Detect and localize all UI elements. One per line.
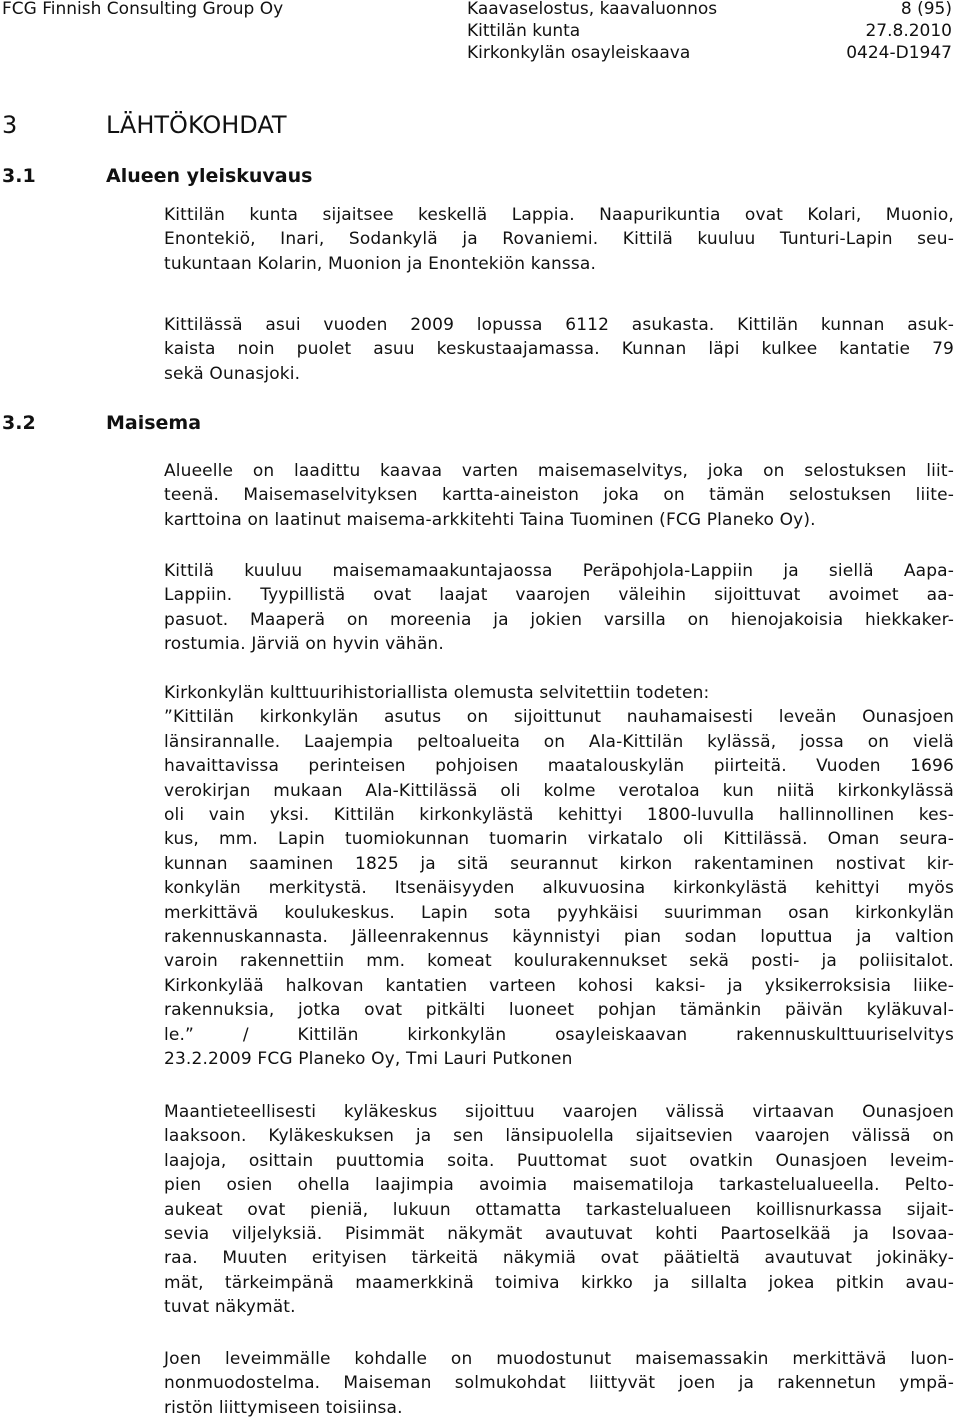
section-number: 3 xyxy=(2,111,18,139)
section-title: Maisema xyxy=(106,412,202,434)
text-line: rakennuskannasta. Jälleenrakennus käynnistyi pian sodan loputtua ja valtion xyxy=(164,927,954,948)
municipality: Kittilän kunta xyxy=(467,21,581,41)
text-line: ”Kittilän kirkonkylän asutus on sijoittunut nauhamaisesti leveän Ounasjoen xyxy=(164,707,954,728)
text-line: Lappiin. Tyypillistä ovat laajat vaarojen väleihin sijoittuvat avoimet aa- xyxy=(164,585,954,606)
text-line: kaista noin puolet asuu keskustaajamassa. Kunnan läpi kulkee kantatie 79 xyxy=(164,339,954,360)
text-line: raa. Muuten erityisen tärkeitä näkymiä ovat päätieltä avautuvat jokinäky- xyxy=(164,1248,954,1269)
text-line: Joen leveimmälle kohdalle on muodostunut maisemassakin merkittävä luon- xyxy=(164,1349,954,1369)
text-line: karttoina on laatinut maisema-arkkitehti Taina Tuominen (FCG Planeko Oy). xyxy=(164,509,816,530)
paragraph-river-formation xyxy=(164,1347,954,1420)
text-line: Kirkonkylän kulttuurihistoriallista olemusta selvitettiin todeten: xyxy=(164,683,710,703)
text-line: tukuntaan Kolarin, Muonion ja Enontekiön kanssa. xyxy=(164,253,597,274)
text-line: kus, mm. Lapin tuomiokunnan tuomarin virkatalo oli Kittilässä. Oman seura- xyxy=(164,829,954,850)
text-line: sekä Ounasjoki. xyxy=(164,363,301,384)
section-number: 3.1 xyxy=(2,165,36,187)
paragraph-landscape-province xyxy=(164,559,954,657)
section-number: 3.2 xyxy=(2,412,36,434)
text-line: le.” / Kittilän kirkonkylän osayleiskaavan rakennuskulttuuriselvitys xyxy=(164,1024,954,1045)
text-line: kunnan saaminen 1825 ja sitä seurannut kirkon rakentaminen nostivat kir- xyxy=(164,853,954,874)
text-line: Kittilä kuuluu maisemamaakuntajaossa Peräpohjola-Lappiin ja siellä Aapa- xyxy=(164,561,954,581)
document-date: 27.8.2010 xyxy=(865,21,952,41)
text-line: pasuot. Maaperä on moreenia ja jokien varsilla on hienojakoisia hiekkaker- xyxy=(164,609,954,630)
page-header xyxy=(0,0,960,68)
text-line: Maantieteellisesti kyläkeskus sijoittuu vaarojen välissä virtaavan Ounasjoen xyxy=(164,1102,954,1122)
section-title: LÄHTÖKOHDAT xyxy=(106,111,287,139)
text-line: sevia viljelyksiä. Pisimmät näkymät avautuvat kohti Paartoselkää ja Isovaa- xyxy=(164,1224,954,1245)
text-line: oli vain yksi. Kittilän kirkonkylästä kehittyi 1800-luvulla hallinnollinen kes- xyxy=(164,805,954,826)
text-line: ristön liittymiseen toisiinsa. xyxy=(164,1397,403,1418)
text-line: verokirjan mukaan Ala-Kittilässä oli kolme verotaloa kun niitä kirkonkylässä xyxy=(164,780,954,801)
paragraph-geography xyxy=(164,1100,954,1320)
paragraph-location xyxy=(164,203,954,276)
text-line: rakennuksia, jotka ovat pitkälti luoneet pohjan tämänkin päivän kyläkuval- xyxy=(164,1000,954,1021)
document-number: 0424-D1947 xyxy=(846,43,952,63)
text-line: Alueelle on laadittu kaavaa varten maisemaselvitys, joka on selostuksen liit- xyxy=(164,461,954,481)
text-line: Enontekiö, Inari, Sodankylä ja Rovaniemi. Kittilä kuuluu Tunturi-Lapin seu- xyxy=(164,229,954,250)
text-line: nonmuodostelma. Maiseman solmukohdat liittyvät joen ja rakennetun ympä- xyxy=(164,1373,954,1394)
text-line: länsirannalle. Laajempia peltoalueita on Ala-Kittilän kylässä, jossa on vielä xyxy=(164,731,954,752)
text-line: aukeat ovat pieniä, lukuun ottamatta tarkastelualueen koillisnurkassa sijait- xyxy=(164,1199,954,1220)
paragraph-landscape-survey xyxy=(164,459,954,532)
text-line: pien osien ohella laajimpia avoimia maisematiloja tarkastelualueella. Pelto- xyxy=(164,1175,954,1196)
text-line: 23.2.2009 FCG Planeko Oy, Tmi Lauri Putkonen xyxy=(164,1049,573,1070)
text-line: laaksoon. Kyläkeskuksen ja sen länsipuolella sijaitsevien vaarojen välissä on xyxy=(164,1126,954,1147)
paragraph-population xyxy=(164,313,954,386)
document-title: Kaavaselostus, kaavaluonnos xyxy=(467,0,718,19)
text-line: teenä. Maisemaselvityksen kartta-aineiston joka on tämän selostuksen liite- xyxy=(164,485,954,506)
text-line: Kittilän kunta sijaitsee keskellä Lappia. Naapurikuntia ovat Kolari, Muonio, xyxy=(164,205,954,225)
text-line: mät, tärkeimpänä maamerkkinä toimiva kirkko ja sillalta jokea pitkin avau- xyxy=(164,1272,954,1293)
company-name: FCG Finnish Consulting Group Oy xyxy=(2,0,284,19)
text-line: Kirkonkylää halkovan kantatien varteen kohosi kaksi- ja yksikerroksisia liike- xyxy=(164,975,954,996)
text-line: laajoja, osittain puuttomia soita. Puuttomat suot ovatkin Ounasjoen leveim- xyxy=(164,1150,954,1171)
text-line: rostumia. Järviä on hyvin vähän. xyxy=(164,634,444,655)
paragraph-cultural-history xyxy=(164,681,954,1072)
text-line: Kittilässä asui vuoden 2009 lopussa 6112 asukasta. Kittilän kunnan asuk- xyxy=(164,315,954,335)
text-line: konkylän merkitystä. Itsenäisyyden alkuvuosina kirkonkylästä kehittyi myös xyxy=(164,878,954,899)
section-title: Alueen yleiskuvaus xyxy=(106,165,313,187)
plan-name: Kirkonkylän osayleiskaava xyxy=(467,43,691,63)
text-line: varoin rakennettiin mm. komeat koulurakennukset sekä posti- ja poliisitalot. xyxy=(164,951,954,972)
text-line: merkittävä koulukeskus. Lapin sota pyyhkäisi suurimman osan kirkonkylän xyxy=(164,902,954,923)
page-number: 8 (95) xyxy=(900,0,952,19)
text-line: tuvat näkymät. xyxy=(164,1297,296,1318)
text-line: havaittavissa perinteisen pohjoisen maatalouskylän piirteitä. Vuoden 1696 xyxy=(164,756,954,777)
